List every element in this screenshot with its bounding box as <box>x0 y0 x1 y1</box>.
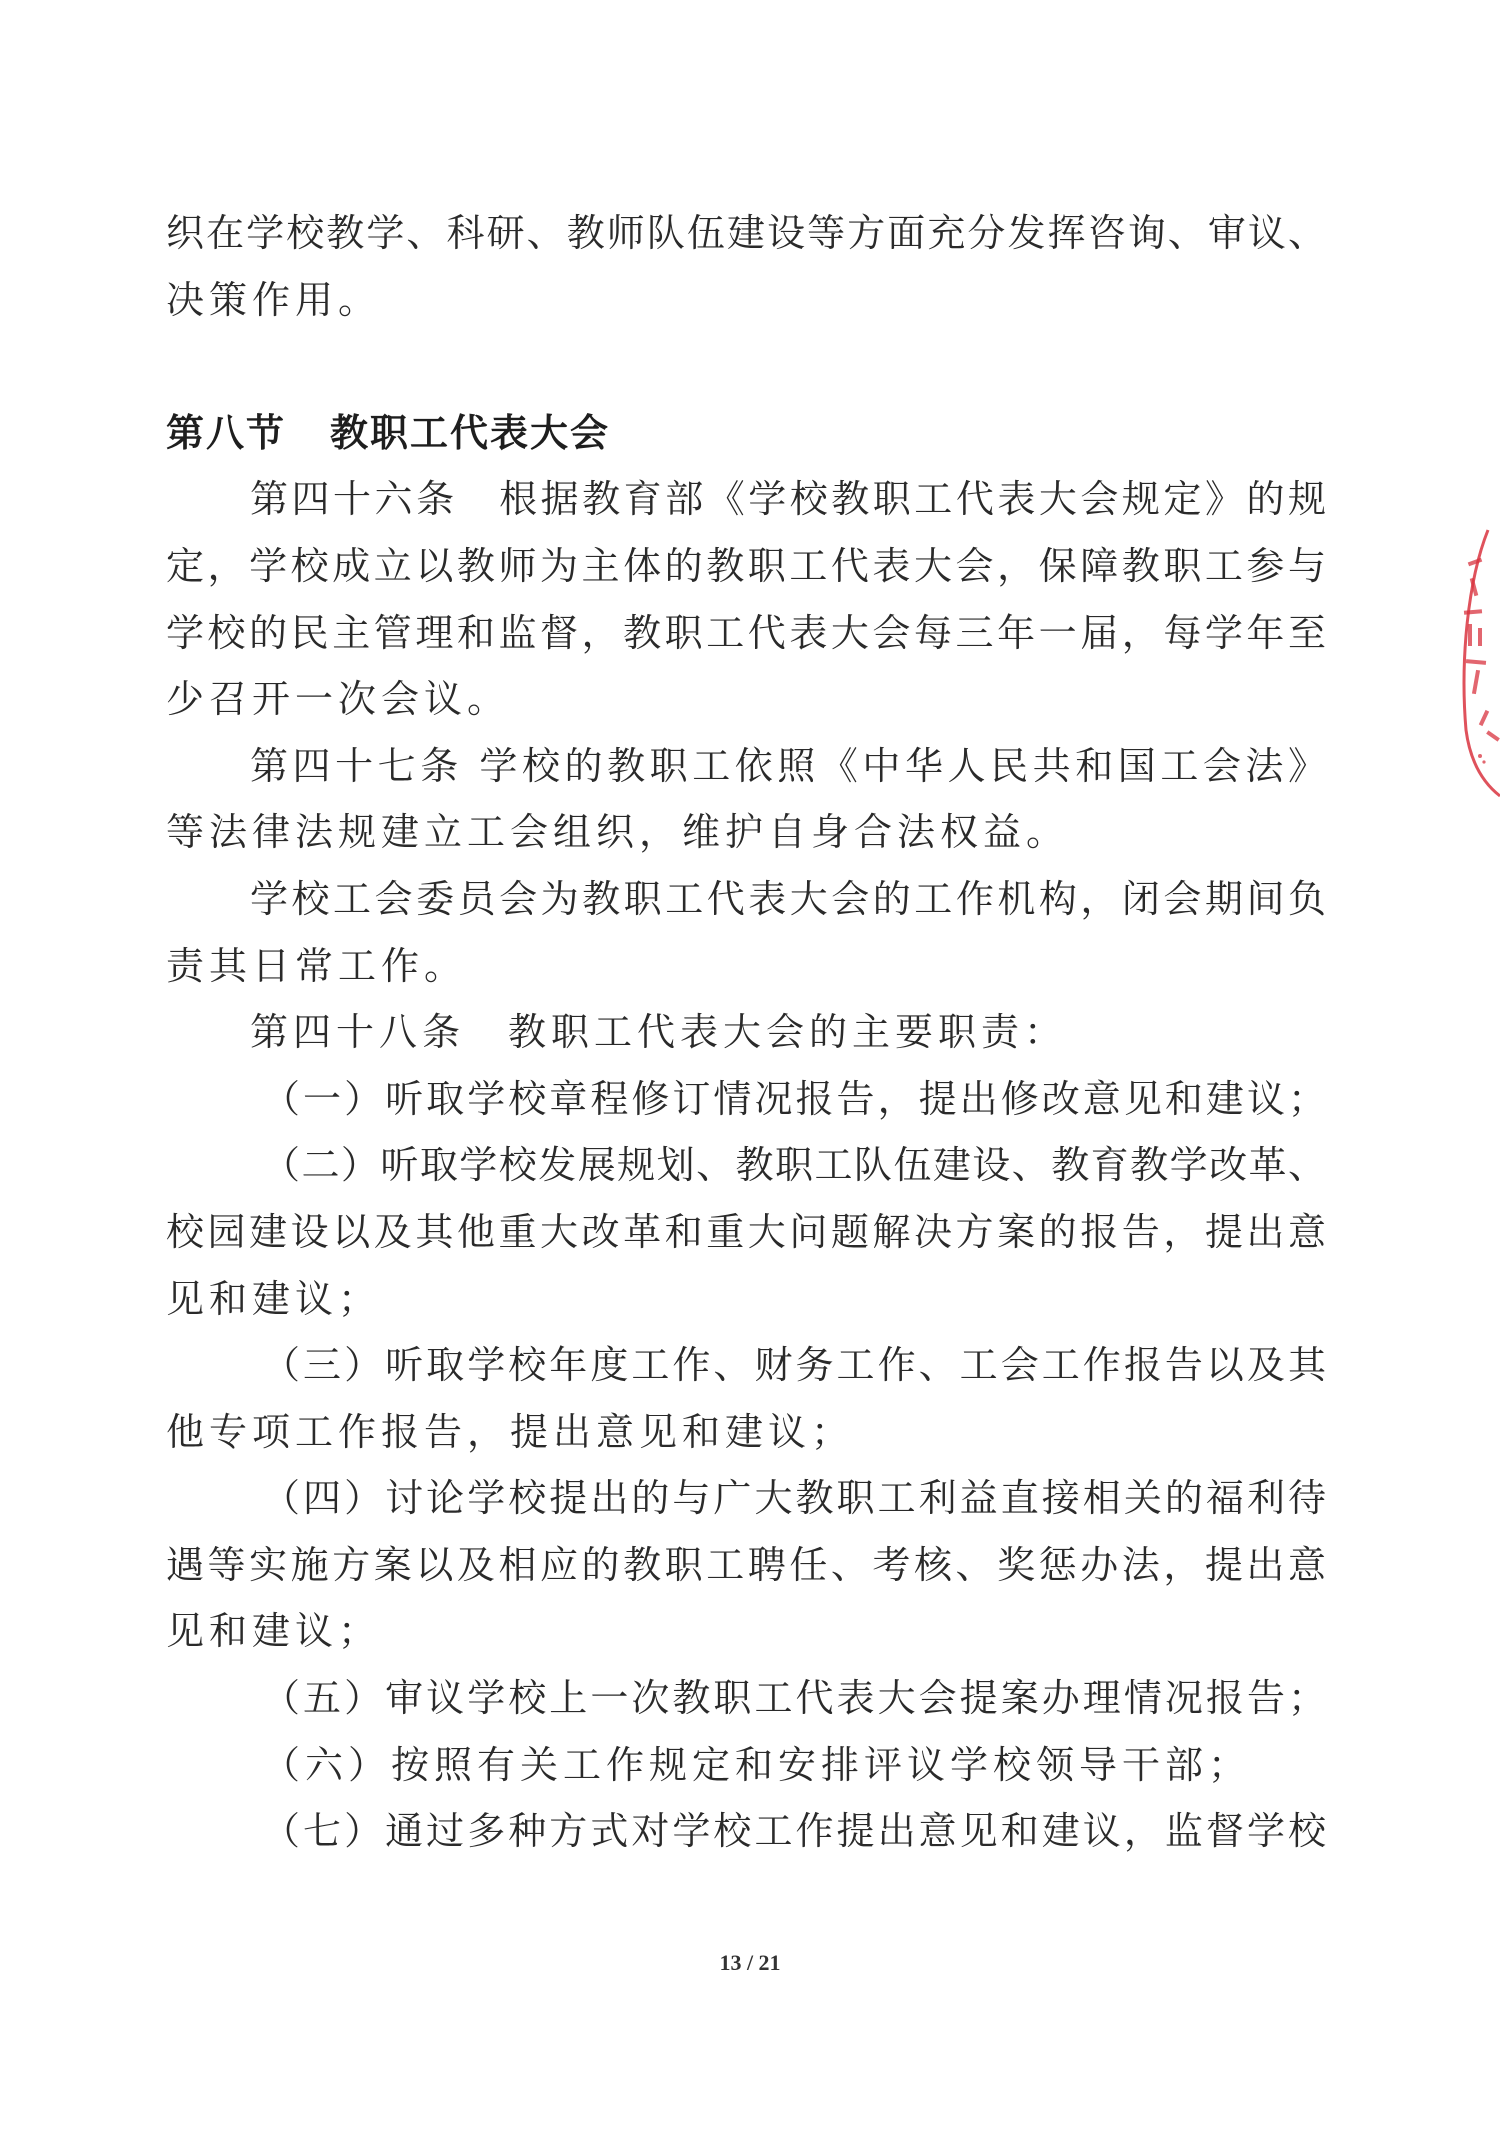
section-heading <box>166 400 1326 467</box>
section-number: 第八节 <box>166 410 287 455</box>
list-item: （六）按照有关工作规定和安排评议学校领导干部； <box>262 1742 1252 1787</box>
article-47-line: 第四十七条 学校的教职工依照《中华人民共和国工会法》 <box>250 743 1326 788</box>
seal-stamp <box>1448 520 1500 800</box>
text-line: 少召开一次会议。 <box>166 677 511 722</box>
text-line: 学校工会委员会为教职工代表大会的工作机构，闭会期间负 <box>250 876 1326 921</box>
text-line: 学校的民主管理和监督，教职工代表大会每三年一届，每学年至 <box>166 610 1326 655</box>
text-line: 他专项工作报告，提出意见和建议； <box>166 1409 855 1454</box>
text-line: 织在学校教学、科研、教师队伍建设等方面充分发挥咨询、审议、 <box>166 211 1326 255</box>
list-item: （二）听取学校发展规划、教职工队伍建设、教育教学改革、 <box>262 1143 1326 1188</box>
list-item: （四）讨论学校提出的与广大教职工利益直接相关的福利待 <box>262 1476 1326 1521</box>
text-line: 见和建议； <box>166 1609 382 1654</box>
list-item: （七）通过多种方式对学校工作提出意见和建议，监督学校 <box>262 1809 1326 1854</box>
document-body <box>166 200 1326 1865</box>
text-line: 等法律法规建立工会组织，维护自身合法权益。 <box>166 810 1070 855</box>
article-48-line: 第四十八条 教职工代表大会的主要职责： <box>250 1010 1068 1055</box>
text-line: 见和建议； <box>166 1276 382 1321</box>
text-line: 决策作用。 <box>166 277 382 322</box>
text-line: 定，学校成立以教师为主体的教职工代表大会，保障教职工参与 <box>166 543 1326 588</box>
text-line: 责其日常工作。 <box>166 943 468 988</box>
spacer <box>166 333 1326 400</box>
text-line: 校园建设以及其他重大改革和重大问题解决方案的报告，提出意 <box>166 1209 1326 1254</box>
page-number: 13 / 21 <box>719 1950 781 1975</box>
list-item: （三）听取学校年度工作、财务工作、工会工作报告以及其 <box>262 1343 1326 1388</box>
list-item: （五）审议学校上一次教职工代表大会提案办理情况报告； <box>262 1676 1326 1721</box>
article-46-line: 第四十六条 根据教育部《学校教职工代表大会规定》的规 <box>250 477 1326 522</box>
text-line: 遇等实施方案以及相应的教职工聘任、考核、奖惩办法，提出意 <box>166 1542 1326 1587</box>
list-item: （一）听取学校章程修订情况报告，提出修改意见和建议； <box>262 1076 1326 1121</box>
section-title: 教职工代表大会 <box>330 410 611 455</box>
